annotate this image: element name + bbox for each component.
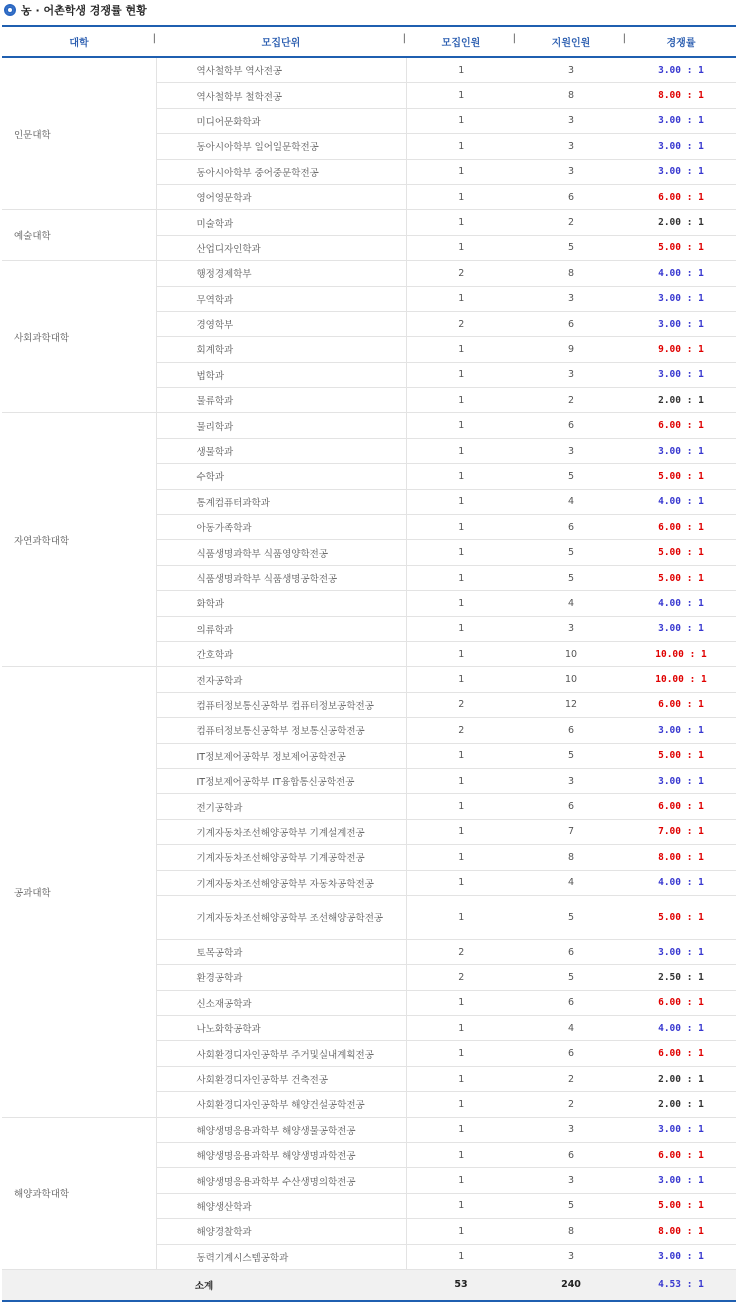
applicants-cell: 9 xyxy=(516,337,626,362)
section-title xyxy=(4,0,147,20)
quota-cell: 1 xyxy=(406,1117,516,1142)
applicants-cell: 3 xyxy=(516,438,626,463)
rate-cell: 3.00 : 1 xyxy=(626,286,736,311)
applicants-cell: 4 xyxy=(516,1016,626,1041)
applicants-cell: 3 xyxy=(516,286,626,311)
applicants-cell: 2 xyxy=(516,210,626,235)
quota-cell: 1 xyxy=(406,362,516,387)
unit-name: 컴퓨터정보통신공학부 컴퓨터정보공학전공 xyxy=(156,692,406,717)
quota-cell: 1 xyxy=(406,591,516,616)
table-row xyxy=(2,210,736,235)
quota-cell: 1 xyxy=(406,641,516,666)
unit-name: 식품생명과학부 식품생명공학전공 xyxy=(156,565,406,590)
quota-cell: 1 xyxy=(406,540,516,565)
quota-cell: 1 xyxy=(406,489,516,514)
quota-cell: 1 xyxy=(406,286,516,311)
applicants-cell: 8 xyxy=(516,845,626,870)
quota-cell: 1 xyxy=(406,819,516,844)
applicants-cell: 4 xyxy=(516,489,626,514)
circle-bullet-icon xyxy=(4,4,16,16)
unit-name: 해양경찰학과 xyxy=(156,1219,406,1244)
rate-cell: 6.00 : 1 xyxy=(626,413,736,438)
unit-name: 역사철학부 철학전공 xyxy=(156,83,406,108)
unit-name: 물리학과 xyxy=(156,413,406,438)
rate-cell: 3.00 : 1 xyxy=(626,362,736,387)
rate-cell: 3.00 : 1 xyxy=(626,718,736,743)
rate-cell: 3.00 : 1 xyxy=(626,1244,736,1269)
quota-cell: 1 xyxy=(406,565,516,590)
applicants-cell: 6 xyxy=(516,1143,626,1168)
unit-name: IT정보제어공학부 정보제어공학전공 xyxy=(156,743,406,768)
quota-cell: 1 xyxy=(406,616,516,641)
applicants-cell: 8 xyxy=(516,261,626,286)
quota-cell: 1 xyxy=(406,57,516,83)
applicants-cell: 6 xyxy=(516,413,626,438)
rate-cell: 2.00 : 1 xyxy=(626,1092,736,1117)
unit-name: 환경공학과 xyxy=(156,965,406,990)
applicants-cell: 5 xyxy=(516,540,626,565)
rate-cell: 3.00 : 1 xyxy=(626,939,736,964)
rate-cell: 5.00 : 1 xyxy=(626,540,736,565)
rate-cell: 4.00 : 1 xyxy=(626,261,736,286)
rate-cell: 6.00 : 1 xyxy=(626,692,736,717)
header-applicants: 지원인원 | xyxy=(516,26,626,57)
college-name: 사회과학대학 xyxy=(2,261,156,413)
unit-name: 컴퓨터정보통신공학부 정보통신공학전공 xyxy=(156,718,406,743)
unit-name: IT정보제어공학부 IT융합통신공학전공 xyxy=(156,768,406,793)
total-quota: 53 xyxy=(406,1269,516,1301)
rate-cell: 8.00 : 1 xyxy=(626,83,736,108)
applicants-cell: 5 xyxy=(516,1193,626,1218)
applicants-cell: 6 xyxy=(516,184,626,209)
unit-name: 동아시아학부 일어일문학전공 xyxy=(156,134,406,159)
unit-name: 기계자동차조선해양공학부 기계설계전공 xyxy=(156,819,406,844)
rate-cell: 3.00 : 1 xyxy=(626,311,736,336)
table-row xyxy=(2,667,736,692)
applicants-cell: 3 xyxy=(516,159,626,184)
rate-cell: 2.00 : 1 xyxy=(626,210,736,235)
total-applicants: 240 xyxy=(516,1269,626,1301)
unit-name: 해양생명응용과학부 해양생명과학전공 xyxy=(156,1143,406,1168)
applicants-cell: 6 xyxy=(516,718,626,743)
rate-cell: 3.00 : 1 xyxy=(626,57,736,83)
header-rate: 경쟁률 xyxy=(626,26,736,57)
rate-cell: 6.00 : 1 xyxy=(626,1143,736,1168)
rate-cell: 7.00 : 1 xyxy=(626,819,736,844)
applicants-cell: 10 xyxy=(516,641,626,666)
unit-name: 토목공학과 xyxy=(156,939,406,964)
applicants-cell: 3 xyxy=(516,768,626,793)
quota-cell: 1 xyxy=(406,108,516,133)
table-header-row xyxy=(2,26,736,57)
table-body xyxy=(2,57,736,1269)
quota-cell: 2 xyxy=(406,311,516,336)
unit-name: 산업디자인학과 xyxy=(156,235,406,260)
rate-cell: 3.00 : 1 xyxy=(626,1168,736,1193)
quota-cell: 1 xyxy=(406,134,516,159)
table-row xyxy=(2,57,736,83)
header-quota: 모집인원 | xyxy=(406,26,516,57)
unit-name: 기계자동차조선해양공학부 자동차공학전공 xyxy=(156,870,406,895)
table-row xyxy=(2,1117,736,1142)
rate-cell: 3.00 : 1 xyxy=(626,159,736,184)
quota-cell: 1 xyxy=(406,845,516,870)
applicants-cell: 8 xyxy=(516,83,626,108)
unit-name: 무역학과 xyxy=(156,286,406,311)
quota-cell: 1 xyxy=(406,743,516,768)
quota-cell: 1 xyxy=(406,667,516,692)
unit-name: 회계학과 xyxy=(156,337,406,362)
quota-cell: 1 xyxy=(406,464,516,489)
applicants-cell: 4 xyxy=(516,870,626,895)
rate-cell: 4.00 : 1 xyxy=(626,1016,736,1041)
applicants-cell: 10 xyxy=(516,667,626,692)
unit-name: 기계자동차조선해양공학부 기계공학전공 xyxy=(156,845,406,870)
quota-cell: 1 xyxy=(406,768,516,793)
applicants-cell: 7 xyxy=(516,819,626,844)
unit-name: 아동가족학과 xyxy=(156,515,406,540)
unit-name: 미술학과 xyxy=(156,210,406,235)
rate-cell: 10.00 : 1 xyxy=(626,641,736,666)
total-row xyxy=(2,1269,736,1301)
unit-name: 생물학과 xyxy=(156,438,406,463)
rate-cell: 2.50 : 1 xyxy=(626,965,736,990)
applicants-cell: 4 xyxy=(516,591,626,616)
unit-name: 통계컴퓨터과학과 xyxy=(156,489,406,514)
applicants-cell: 6 xyxy=(516,311,626,336)
quota-cell: 1 xyxy=(406,184,516,209)
rate-cell: 5.00 : 1 xyxy=(626,743,736,768)
unit-name: 경영학부 xyxy=(156,311,406,336)
unit-name: 간호학과 xyxy=(156,641,406,666)
unit-name: 동력기계시스템공학과 xyxy=(156,1244,406,1269)
rate-cell: 6.00 : 1 xyxy=(626,990,736,1015)
quota-cell: 1 xyxy=(406,1016,516,1041)
quota-cell: 1 xyxy=(406,1244,516,1269)
applicants-cell: 5 xyxy=(516,464,626,489)
quota-cell: 2 xyxy=(406,692,516,717)
quota-cell: 1 xyxy=(406,895,516,939)
total-label: 소계 xyxy=(2,1269,406,1301)
applicants-cell: 3 xyxy=(516,1244,626,1269)
quota-cell: 2 xyxy=(406,718,516,743)
applicants-cell: 3 xyxy=(516,616,626,641)
college-name: 공과대학 xyxy=(2,667,156,1117)
quota-cell: 1 xyxy=(406,990,516,1015)
quota-cell: 1 xyxy=(406,1193,516,1218)
quota-cell: 1 xyxy=(406,413,516,438)
applicants-cell: 2 xyxy=(516,1066,626,1091)
unit-name: 신소재공학과 xyxy=(156,990,406,1015)
applicants-cell: 3 xyxy=(516,134,626,159)
quota-cell: 1 xyxy=(406,235,516,260)
unit-name: 역사철학부 역사전공 xyxy=(156,57,406,83)
rate-cell: 6.00 : 1 xyxy=(626,794,736,819)
quota-cell: 1 xyxy=(406,210,516,235)
rate-cell: 10.00 : 1 xyxy=(626,667,736,692)
college-name: 해양과학대학 xyxy=(2,1117,156,1269)
applicants-cell: 3 xyxy=(516,1168,626,1193)
unit-name: 영어영문학과 xyxy=(156,184,406,209)
applicants-cell: 3 xyxy=(516,362,626,387)
competition-rate-table xyxy=(2,25,736,1302)
applicants-cell: 5 xyxy=(516,743,626,768)
applicants-cell: 6 xyxy=(516,939,626,964)
total-rate: 4.53 : 1 xyxy=(626,1269,736,1301)
rate-cell: 3.00 : 1 xyxy=(626,438,736,463)
unit-name: 사회환경디자인공학부 건축전공 xyxy=(156,1066,406,1091)
unit-name: 미디어문화학과 xyxy=(156,108,406,133)
table-row xyxy=(2,413,736,438)
unit-name: 사회환경디자인공학부 주거및실내계획전공 xyxy=(156,1041,406,1066)
rate-cell: 4.00 : 1 xyxy=(626,870,736,895)
rate-cell: 9.00 : 1 xyxy=(626,337,736,362)
rate-cell: 5.00 : 1 xyxy=(626,1193,736,1218)
quota-cell: 2 xyxy=(406,939,516,964)
unit-name: 전자공학과 xyxy=(156,667,406,692)
applicants-cell: 5 xyxy=(516,895,626,939)
rate-cell: 8.00 : 1 xyxy=(626,1219,736,1244)
rate-cell: 5.00 : 1 xyxy=(626,235,736,260)
unit-name: 해양생명응용과학부 수산생명의학전공 xyxy=(156,1168,406,1193)
rate-cell: 5.00 : 1 xyxy=(626,464,736,489)
applicants-cell: 6 xyxy=(516,515,626,540)
college-name: 인문대학 xyxy=(2,57,156,210)
rate-cell: 3.00 : 1 xyxy=(626,134,736,159)
quota-cell: 1 xyxy=(406,1168,516,1193)
applicants-cell: 6 xyxy=(516,1041,626,1066)
rate-cell: 2.00 : 1 xyxy=(626,388,736,413)
unit-name: 동아시아학부 중어중문학전공 xyxy=(156,159,406,184)
applicants-cell: 3 xyxy=(516,1117,626,1142)
section-title-text: 농 · 어촌학생 경쟁률 현황 xyxy=(21,4,147,17)
quota-cell: 1 xyxy=(406,83,516,108)
quota-cell: 1 xyxy=(406,388,516,413)
applicants-cell: 2 xyxy=(516,388,626,413)
unit-name: 수학과 xyxy=(156,464,406,489)
applicants-cell: 3 xyxy=(516,108,626,133)
quota-cell: 1 xyxy=(406,438,516,463)
quota-cell: 1 xyxy=(406,159,516,184)
header-unit: 모집단위 | xyxy=(156,26,406,57)
rate-cell: 4.00 : 1 xyxy=(626,591,736,616)
unit-name: 법학과 xyxy=(156,362,406,387)
applicants-cell: 2 xyxy=(516,1092,626,1117)
applicants-cell: 5 xyxy=(516,965,626,990)
quota-cell: 1 xyxy=(406,515,516,540)
applicants-cell: 12 xyxy=(516,692,626,717)
rate-cell: 6.00 : 1 xyxy=(626,184,736,209)
rate-cell: 3.00 : 1 xyxy=(626,1117,736,1142)
rate-cell: 5.00 : 1 xyxy=(626,895,736,939)
unit-name: 해양생명응용과학부 해양생물공학전공 xyxy=(156,1117,406,1142)
rate-cell: 2.00 : 1 xyxy=(626,1066,736,1091)
unit-name: 화학과 xyxy=(156,591,406,616)
applicants-cell: 6 xyxy=(516,990,626,1015)
unit-name: 물류학과 xyxy=(156,388,406,413)
college-name: 예술대학 xyxy=(2,210,156,261)
applicants-cell: 5 xyxy=(516,235,626,260)
header-college: 대학 | xyxy=(2,26,156,57)
unit-name: 기계자동차조선해양공학부 조선해양공학전공 xyxy=(156,895,406,939)
quota-cell: 1 xyxy=(406,794,516,819)
rate-cell: 5.00 : 1 xyxy=(626,565,736,590)
quota-cell: 1 xyxy=(406,1219,516,1244)
rate-cell: 6.00 : 1 xyxy=(626,515,736,540)
unit-name: 행정경제학부 xyxy=(156,261,406,286)
unit-name: 사회환경디자인공학부 해양건설공학전공 xyxy=(156,1092,406,1117)
rate-cell: 4.00 : 1 xyxy=(626,489,736,514)
rate-cell: 3.00 : 1 xyxy=(626,616,736,641)
quota-cell: 1 xyxy=(406,870,516,895)
unit-name: 의류학과 xyxy=(156,616,406,641)
rate-cell: 6.00 : 1 xyxy=(626,1041,736,1066)
quota-cell: 1 xyxy=(406,1041,516,1066)
quota-cell: 1 xyxy=(406,337,516,362)
unit-name: 나노화학공학과 xyxy=(156,1016,406,1041)
table-row xyxy=(2,261,736,286)
quota-cell: 1 xyxy=(406,1066,516,1091)
rate-cell: 8.00 : 1 xyxy=(626,845,736,870)
quota-cell: 1 xyxy=(406,1092,516,1117)
quota-cell: 2 xyxy=(406,965,516,990)
quota-cell: 1 xyxy=(406,1143,516,1168)
applicants-cell: 8 xyxy=(516,1219,626,1244)
rate-cell: 3.00 : 1 xyxy=(626,768,736,793)
quota-cell: 2 xyxy=(406,261,516,286)
applicants-cell: 5 xyxy=(516,565,626,590)
applicants-cell: 3 xyxy=(516,57,626,83)
unit-name: 전기공학과 xyxy=(156,794,406,819)
college-name: 자연과학대학 xyxy=(2,413,156,667)
unit-name: 해양생산학과 xyxy=(156,1193,406,1218)
unit-name: 식품생명과학부 식품영양학전공 xyxy=(156,540,406,565)
applicants-cell: 6 xyxy=(516,794,626,819)
rate-cell: 3.00 : 1 xyxy=(626,108,736,133)
